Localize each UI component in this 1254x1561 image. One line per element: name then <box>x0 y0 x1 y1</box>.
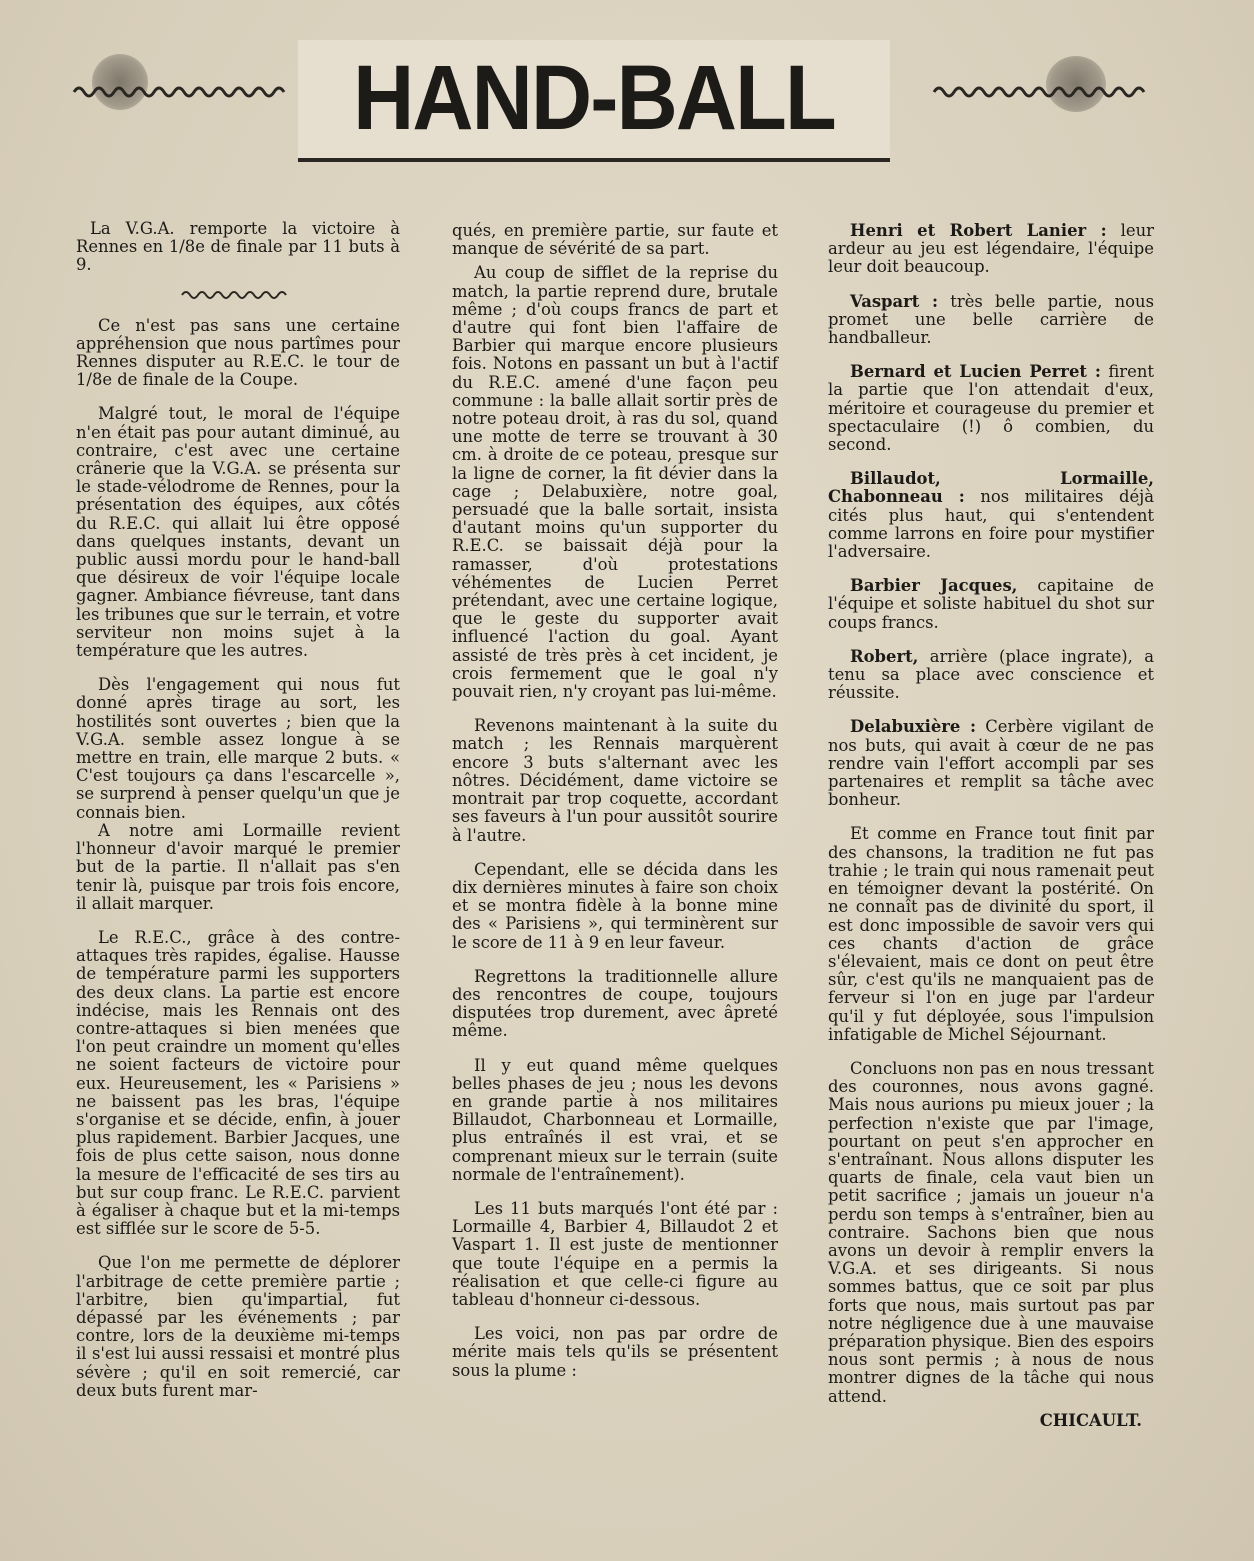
paragraph: Et comme en France tout finit par des chansons, la tradition ne fut pas trahie ; le train qui nous ramenait peut en témoigner devant la postérité. On ne connaît pas de divinité du sport, il est donc impossible de savoir vers qui ces chants d'action de grâce s'élevaient, mais ce dont on peut être sûr, c'est qu'ils ne manquaient pas de ferveur si l'on en juge par l'ardeur qu'il y fut déployée, sous l'impulsion infatigable de Michel Séjournant. <box>828 824 1154 1044</box>
player-name: Delabuxière : <box>850 717 977 737</box>
paragraph: A notre ami Lormaille revient l'honneur d'avoir marqué le premier but de la partie. Il n'allait pas s'en tenir là, puisque par trois fois encore, il allait marquer. <box>76 820 400 913</box>
player-entry <box>828 363 1154 454</box>
player-comment: nos militaires déjà cités plus haut, qui s'entendent comme larrons en foire pour mystifier l'adversaire. <box>828 487 1155 562</box>
wavy-separator <box>180 289 290 301</box>
title-box <box>298 40 890 162</box>
player-entry <box>828 577 1154 632</box>
paragraph: Revenons maintenant à la suite du match ; les Rennais marquèrent encore 3 buts s'alternant avec les nôtres. Décidément, dame victoire se montrait par trop coquette, accordant ses faveurs à l'un pour aussitôt sourire à l'autre. <box>452 716 778 845</box>
player-name: Bernard et Lucien Perret : <box>850 362 1101 382</box>
player-comment: firent la partie que l'on attendait d'eux, méritoire et courageuse du premier et spectaculaire (!) ô combien, du second. <box>828 362 1154 455</box>
player-comment: leur ardeur au jeu est légendaire, l'équipe leur doit beaucoup. <box>828 221 1154 277</box>
paragraph: Que l'on me permette de déplorer l'arbitrage de cette première partie ; l'arbitre, bien qu'impartial, fut dépassé par les événements ; par contre, lors de la deuxième mi-temps il s'est lui aussi ressaisi et montré plus sévère ; qu'il en soit remercié, car deux buts furent mar- <box>76 1253 400 1400</box>
column-2 <box>452 222 778 1396</box>
player-name: Henri et Robert Lanier : <box>850 221 1107 240</box>
paragraph: Regrettons la traditionnelle allure des rencontres de coupe, toujours disputées trop durement, avec âpreté même. <box>452 966 778 1041</box>
paragraph: Malgré tout, le moral de l'équipe n'en était pas pour autant diminué, au contraire, c'est avec une certaine crânerie que la V.G.A. se présenta sur le stade-vélodrome de Rennes, pour la présentation des équipes, aux côtés du R.E.C. qui allait lui être opposé dans quelques instants, devant un public aussi mordu pour le hand-ball que désireux de voir l'équipe locale gagner. Ambiance fiévreuse, tant dans les tribunes que sur le terrain, et votre serviteur non moins sujet à la température que les autres. <box>76 404 400 661</box>
player-name: Robert, <box>850 646 919 666</box>
player-entry <box>828 293 1154 348</box>
paragraph: Dès l'engagement qui nous fut donné après tirage au sort, les hostilités sont ouvertes ; bien que la V.G.A. semble assez longue à se mettre en train, elle marque 2 buts. « C'est toujours ça dans l'escarcelle », se surprend à penser quelqu'un que je connais bien. <box>76 675 400 822</box>
wavy-rule-left <box>72 82 287 102</box>
column-3 <box>828 222 1154 1446</box>
player-comment: capitaine de l'équipe et soliste habituel du shot sur coups francs. <box>828 576 1154 632</box>
player-name: Vaspart : <box>850 291 939 311</box>
player-name: Billaudot, Lormaille, Chabonneau : <box>828 469 1154 507</box>
wavy-rule-right <box>932 82 1147 102</box>
page-title: HAND-BALL <box>353 47 835 149</box>
paragraph: Concluons non pas en nous tressant des couronnes, nous avons gagné. Mais nous aurions pu mieux jouer ; la perfection n'existe que par l'image, pourtant on peut s'en approcher en s'entraînant. Nous allons disputer les quarts de finale, cela vaut bien un petit sacrifice ; jamais un joueur n'a perdu son temps à s'entraîner, bien au contraire. Sachons bien que nous avons un devoir à remplir envers la V.G.A. et ses dirigeants. Si nous sommes battus, que ce soit par plus forts que nous, mais surtout pas par notre négligence due à une mauvaise préparation physique. Bien des espoirs nous sont permis ; à nous de nous montrer dignes de la tâche qui nous attend. <box>828 1058 1154 1406</box>
header <box>0 30 1254 170</box>
signature: CHICAULT. <box>1039 1410 1142 1430</box>
player-entry <box>828 470 1154 561</box>
paragraph: Au coup de sifflet de la reprise du match, la partie reprend dure, brutale même ; d'où coups francs de part et d'autre qui font bien l'affaire de Barbier qui marque encore plusieurs fois. Notons en passant un but à l'actif du R.E.C. amené d'une façon peu commune : la balle allait sortir près de notre poteau droit, à ras du sol, quand une motte de terre se trouvant à 30 cm. à droite de ce poteau, presque sur la ligne de corner, la fit dévier dans la cage ; Delabuxière, notre goal, persuadé que la balle sortait, insista d'autant moins qu'un supporter du R.E.C. se baissait déjà pour la ramasser, d'où protestations véhémentes de Lucien Perret prétendant, avec une certaine logique, que le geste du supporter avait influencé l'action du goal. Ayant assisté de très près à cet incident, je crois fermement que le goal n'y pouvait rien, n'y croyant pas lui-même. <box>452 263 778 702</box>
player-comment: arrière (place ingrate), a tenu sa place avec conscience et réussite. <box>828 646 1154 703</box>
player-comment: Cerbère vigilant de nos buts, qui avait à cœur de ne pas rendre vain l'effort accompli par ses partenaires et remplit sa tâche avec bonheur. <box>828 717 1154 810</box>
paragraph: qués, en première partie, sur faute et manque de sévérité de sa part. <box>452 221 778 259</box>
player-comment: très belle partie, nous promet une belle carrière de handballeur. <box>828 291 1154 348</box>
paragraph: Les voici, non pas par ordre de mérite mais tels qu'ils se présentent sous la plume : <box>452 1324 778 1380</box>
player-entry <box>828 222 1154 277</box>
paragraph: Il y eut quand même quelques belles phases de jeu ; nous les devons en grande partie à nos militaires Billaudot, Charbonneau et Lormaille, plus entraînés il est vrai, et se comprenant mieux sur le terrain (suite normale de l'entraînement). <box>452 1055 778 1184</box>
lead-paragraph: La V.G.A. remporte la victoire à Rennes en 1/8e de finale par 11 buts à 9. <box>76 219 400 275</box>
paragraph: Le R.E.C., grâce à des contre-attaques très rapides, égalise. Hausse de température parmi les supporters des deux clans. La partie est encore indécise, mais les Rennais ont des contre-attaques si bien menées que l'on peut craindre un moment qu'elles ne soient facteurs de victoire pour eux. Heureusement, les « Parisiens » ne baissent pas les bras, l'équipe s'organise et se décide, enfin, à jouer plus rapidement. Barbier Jacques, une fois de plus cette saison, nous donne la mesure de l'efficacité de ses tirs au but sur coup franc. Le R.E.C. parvient à égaliser à chaque but et la mi-temps est sifflée sur le score de 5-5. <box>76 927 400 1239</box>
player-entry <box>828 718 1154 809</box>
player-entry <box>828 648 1154 703</box>
player-name: Barbier Jacques, <box>850 576 1018 596</box>
paragraph: Cependant, elle se décida dans les dix dernières minutes à faire son choix et se montra fidèle à la bonne mine des « Parisiens », qui terminèrent sur le score de 11 à 9 en leur faveur. <box>452 859 778 952</box>
paragraph: Les 11 buts marqués l'ont été par : Lormaille 4, Barbier 4, Billaudot 2 et Vaspart 1. Il est juste de mentionner que toute l'équipe en a permis la réalisation et que celle-ci figure au tableau d'honneur ci-dessous. <box>452 1198 778 1309</box>
paragraph: Ce n'est pas sans une certaine appréhension que nous partîmes pour Rennes disputer au R.E.C. le tour de 1/8e de finale de la Coupe. <box>76 315 400 390</box>
column-1 <box>76 220 400 1416</box>
